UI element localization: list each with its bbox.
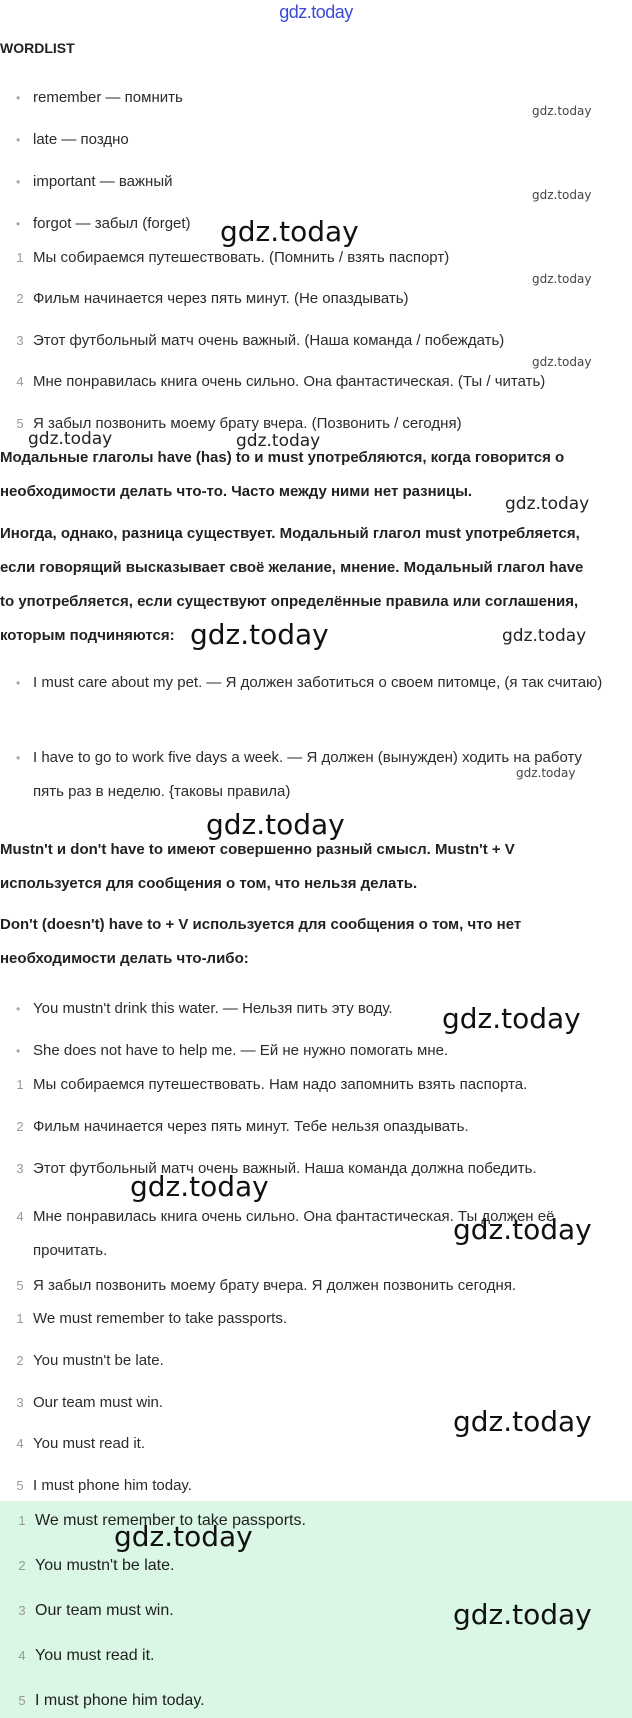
translation-item: 4 Мне понравилась книга очень сильно. Она фантастическая. Ты должен её прочитать.: [16, 1208, 555, 1259]
wordlist-item: • remember — помнить: [33, 88, 183, 108]
wordlist-heading: WORDLIST: [0, 40, 75, 56]
example-item: • She does not have to help me. — Ей не нужно помогать мне.: [33, 1041, 448, 1061]
highlighted-answer-item: 5 I must phone him today.: [18, 1692, 205, 1709]
watermark: gdz.today: [190, 618, 329, 651]
watermark: gdz.today: [114, 1520, 253, 1553]
exercise-item: 1 Мы собираемся путешествовать. (Помнить / взять паспорт): [16, 249, 450, 266]
watermark: gdz.today: [532, 104, 592, 118]
watermark: gdz.today: [516, 766, 576, 780]
example-item: • I have to go to work five days a week. — Я должен (вынужден) ходить на работу пять раз в неделю. {таковы правила): [33, 741, 608, 809]
watermark: gdz.today: [502, 626, 587, 646]
watermark: gdz.today: [220, 215, 359, 248]
watermark: gdz.today: [442, 1002, 581, 1035]
highlighted-answer-item: 4 You must read it.: [18, 1647, 155, 1664]
example-item: • I must care about my pet. — Я должен заботиться о своем питомце, (я так считаю): [33, 666, 608, 700]
watermark: gdz.today: [532, 355, 592, 369]
watermark: gdz.today: [28, 429, 113, 449]
translation-item: 2 Фильм начинается через пять минут. Тебе нельзя опаздывать.: [16, 1118, 469, 1135]
example-item: • You mustn't drink this water. — Нельзя пить эту воду.: [33, 999, 393, 1019]
answer-item: 3 Our team must win.: [16, 1394, 164, 1411]
exercise-item: 2 Фильм начинается через пять минут. (Не опаздывать): [16, 290, 409, 307]
theory-paragraph: Иногда, однако, разница существует. Модальный глагол must употребляется, если говорящий высказывает своё желание, мнение. Модальный глагол have to употребляется, если существуют определённые правила или соглашения, которым подчиняются:: [0, 525, 584, 644]
highlighted-answer-item: 2 You mustn't be late.: [18, 1557, 175, 1574]
exercise-item: 4 Мне понравилась книга очень сильно. Она фантастическая. (Ты / читать): [16, 373, 546, 390]
answer-item: 5 I must phone him today.: [16, 1477, 192, 1494]
watermark: gdz.today: [206, 808, 345, 841]
theory-paragraph: Don't (doesn't) have to + V используется для сообщения о том, что нет необходимости делать что-либо:: [0, 916, 522, 967]
exercise-item: 5 Я забыл позвонить моему брату вчера. (Позвонить / сегодня): [16, 415, 462, 432]
watermark: gdz.today: [532, 188, 592, 202]
theory-paragraph: Mustn't и don't have to имеют совершенно разный смысл. Mustn't + V используется для сообщения о том, что нельзя делать.: [0, 841, 515, 892]
answer-item: 2 You mustn't be late.: [16, 1352, 164, 1369]
watermark: gdz.today: [453, 1213, 592, 1246]
answer-item: 4 You must read it.: [16, 1435, 146, 1452]
wordlist-item: • forgot — забыл (forget): [33, 214, 191, 234]
translation-item: 1 Мы собираемся путешествовать. Нам надо запомнить взять паспорта.: [16, 1076, 528, 1093]
watermark: gdz.today: [130, 1170, 269, 1203]
theory-paragraph: Модальные глаголы have (has) to и must употребляются, когда говорится о необходимости делать что-то. Часто между ними нет разницы.: [0, 449, 565, 500]
wordlist-item: • important — важный: [33, 172, 172, 192]
watermark: gdz.today: [236, 431, 321, 451]
translation-item: 5 Я забыл позвонить моему брату вчера. Я должен позвонить сегодня.: [16, 1277, 517, 1294]
wordlist-item: • late — поздно: [33, 130, 129, 150]
watermark: gdz.today: [453, 1598, 592, 1631]
watermark: gdz.today: [532, 272, 592, 286]
highlighted-answer-item: 1 We must remember to take passports.: [18, 1512, 306, 1529]
exercise-item: 3 Этот футбольный матч очень важный. (Наша команда / побеждать): [16, 332, 505, 349]
watermark: gdz.today: [453, 1405, 592, 1438]
translation-item: 3 Этот футбольный матч очень важный. Наша команда должна победить.: [16, 1160, 537, 1177]
watermark: gdz.today: [505, 494, 590, 514]
answer-item: 1 We must remember to take passports.: [16, 1310, 287, 1327]
site-logo[interactable]: gdz.today: [279, 2, 353, 22]
highlighted-answer-item: 3 Our team must win.: [18, 1602, 174, 1619]
